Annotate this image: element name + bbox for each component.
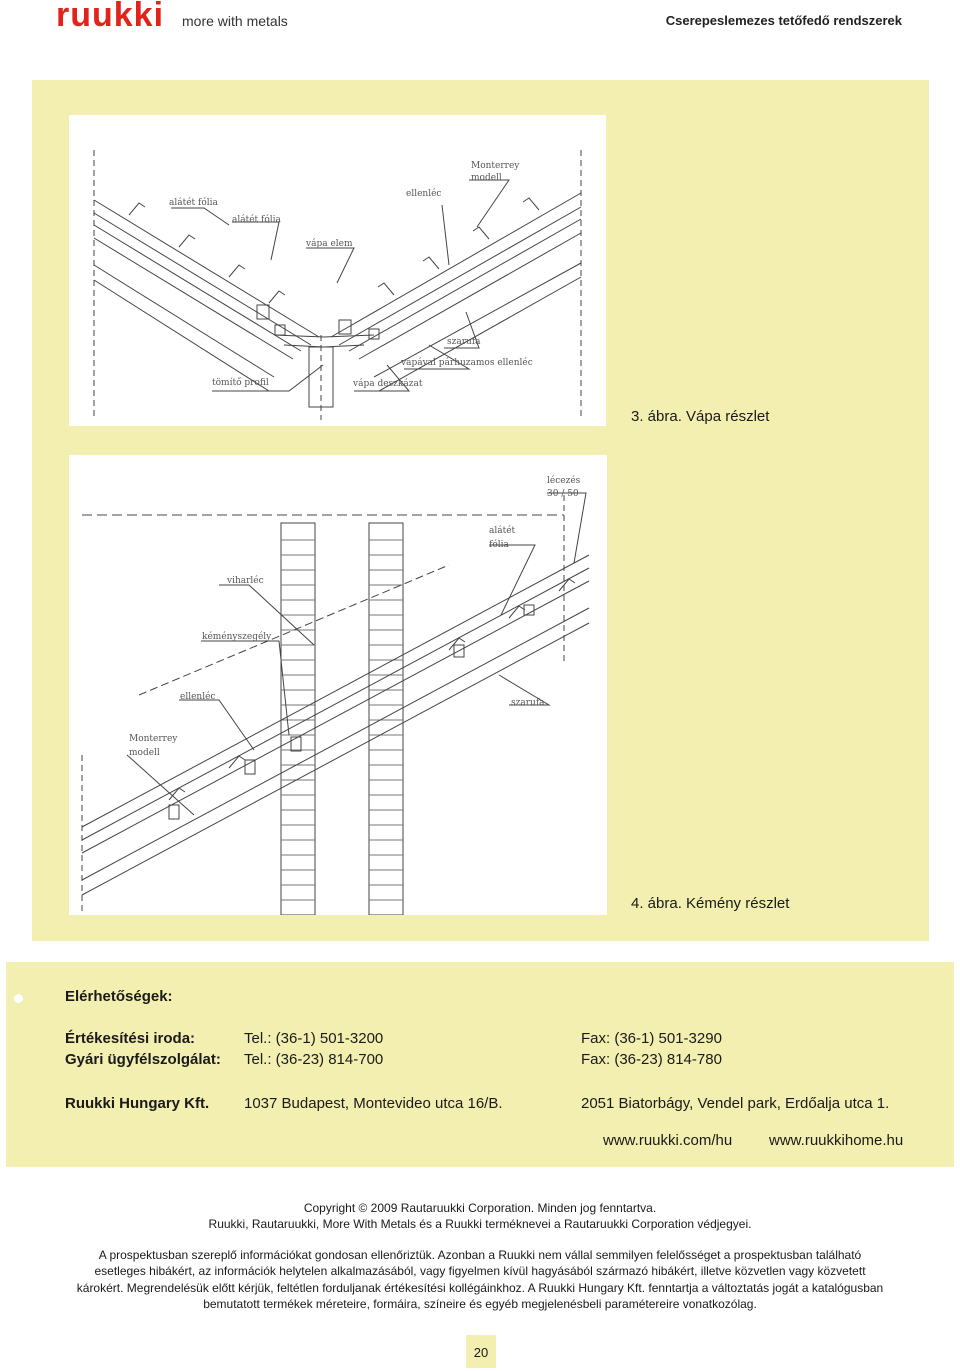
ruukki-logo: ruukki [56,0,165,34]
factory-service-fax: Fax: (36-23) 814-780 [581,1051,722,1068]
disclaimer-line-2: esetleges hibákért, az információk helytelen alkalmazásából, vagy figyelmen kívül hagyásából származó hibákért, illetve közvetlen vagy közvetett [94,1264,866,1278]
label-szarufa: szarufa [511,698,545,708]
sales-office-fax: Fax: (36-1) 501-3290 [581,1030,722,1047]
sales-office-label: Értékesítési iroda: [65,1030,196,1047]
label-kemenyszegely: kéményszegély [202,632,272,642]
bullet-icon [14,994,23,1003]
label-vapa-deszkazat: vápa deszkázat [353,379,423,389]
label-monterrey: Monterrey [129,734,178,744]
page-title: Cserepeslemezes tetőfedő rendszerek [665,13,902,28]
address-biatorbagy: 2051 Biatorbágy, Vendel park, Erdőalja utca 1. [581,1095,890,1112]
figure3-caption: 3. ábra. Vápa részlet [631,408,770,425]
label-szarufa: szarufa [447,337,481,347]
website-link-ruukki[interactable]: www.ruukki.com/hu [603,1132,733,1149]
label-ellenlec: ellenléc [180,692,216,702]
label-lecezes: lécezés [547,476,581,486]
disclaimer-line-1: A prospektusban szereplő információkat gondosan ellenőriztük. Azonban a Ruukki nem vállal semmilyen felelősséget a prospektusban található [98,1248,862,1262]
label-modell: modell [129,748,160,758]
label-lecezes-size: 30 / 50 [547,489,579,499]
label-folia: fólia [489,540,509,550]
factory-service-label: Gyári ügyfélszolgálat: [65,1051,221,1068]
trademark-text: Ruukki, Rautaruukki, More With Metals és a Ruukki terméknevei a Rautaruukki Corporation védjegyei. [208,1217,752,1231]
disclaimer-line-3: károkért. Megrendelésük előtt kérjük, feltétlen forduljanak értékesítési kollégáinkhoz. A Ruukki Hungary Kft. fenntartja a változtatás jogát a katalógusban [76,1281,884,1295]
label-modell: modell [471,173,502,183]
page-number: 20 [466,1335,496,1368]
figure4-caption: 4. ábra. Kémény részlet [631,895,790,912]
factory-service-tel: Tel.: (36-23) 814-700 [244,1051,384,1068]
chimney-detail-figure [69,455,607,915]
label-monterrey: Monterrey [471,161,520,171]
valley-detail-drawing [69,115,606,426]
website-link-ruukkihome[interactable]: www.ruukkihome.hu [769,1132,904,1149]
valley-detail-figure [69,115,606,426]
contacts-heading: Elérhetőségek: [65,988,173,1005]
disclaimer-line-4: bemutatott termékek méreteire, formáira, színeire és egyéb megjelenésbeli paramétereire vonatkozólag. [203,1297,757,1311]
label-vapa-elem: vápa elem [306,239,353,249]
label-alatet-folia-1: alátét fólia [169,198,218,208]
company-name: Ruukki Hungary Kft. [65,1095,210,1112]
chimney-detail-drawing [69,455,607,915]
contact-panel [6,962,954,1167]
logo-tagline: more with metals [182,13,288,29]
label-vapaval-parhuzamos: vápával párhuzamos ellenléc [401,358,533,368]
sales-office-tel: Tel.: (36-1) 501-3200 [244,1030,384,1047]
address-budapest: 1037 Budapest, Montevideo utca 16/B. [244,1095,503,1112]
label-alatet-folia-2: alátét fólia [232,215,281,225]
label-ellenlec: ellenléc [406,189,442,199]
copyright-text: Copyright © 2009 Rautaruukki Corporation. Minden jog fenntartva. [303,1201,657,1215]
label-viharlec: viharléc [227,576,264,586]
diagram-panel [32,80,929,941]
label-alatet: alátét [489,526,516,536]
label-tomito-profil: tömítő profil [212,378,269,388]
